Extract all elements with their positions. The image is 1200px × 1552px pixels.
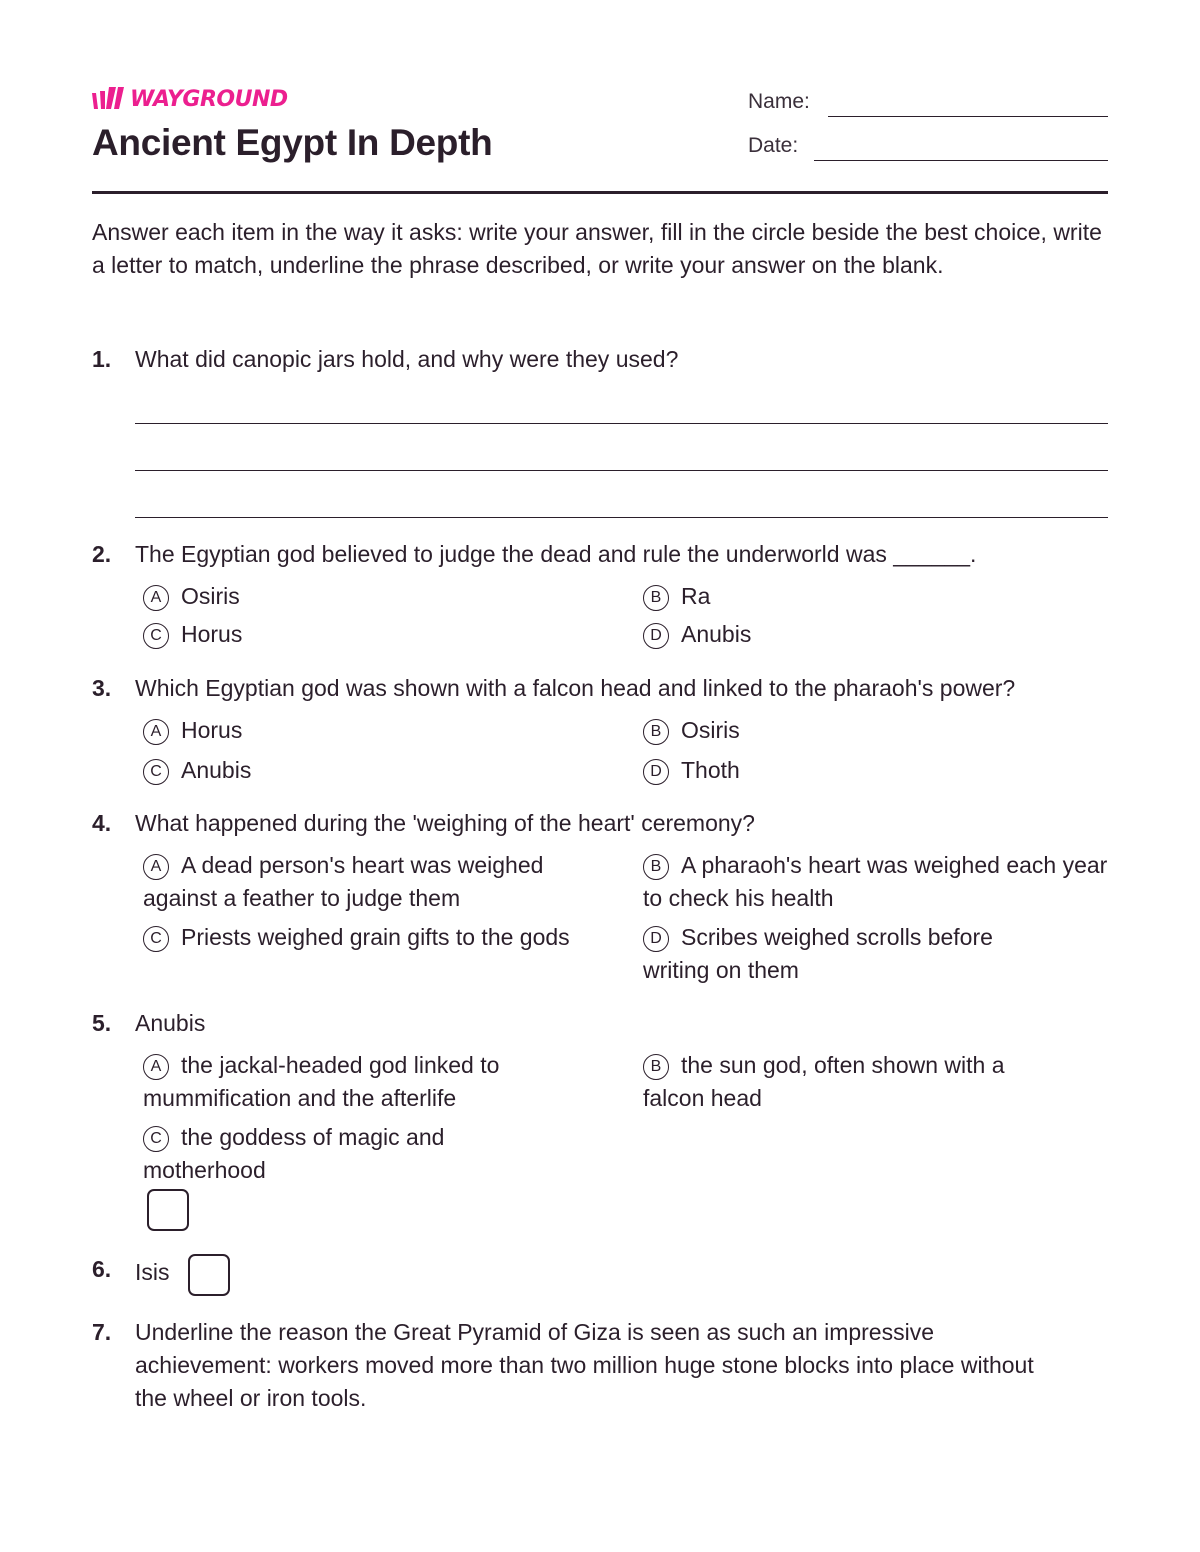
q3-option-c[interactable] bbox=[143, 754, 251, 787]
question-7-text[interactable]: Underline the reason the Great Pyramid of Giza is seen as such an impressive achievement: workers moved more than two million huge stone blocks into place without the wheel or iron tools. bbox=[135, 1319, 1034, 1411]
worksheet-title: Ancient Egypt In Depth bbox=[92, 122, 493, 163]
question-6-text: Isis bbox=[135, 1259, 170, 1285]
date-field[interactable] bbox=[814, 160, 1108, 161]
instructions: Answer each item in the way it asks: write your answer, fill in the circle beside the best choice, write a letter to match, underline the phrase described, or write your answer on the blank. bbox=[92, 219, 1102, 278]
q2-option-a[interactable] bbox=[143, 580, 240, 613]
q2-bubble-b[interactable]: B bbox=[643, 585, 669, 611]
q4-option-d[interactable] bbox=[643, 921, 1063, 987]
q5-option-c[interactable] bbox=[143, 1121, 513, 1187]
date-label: Date: bbox=[748, 134, 799, 157]
question-2-number: 2. bbox=[92, 541, 112, 567]
q4-bubble-a[interactable]: A bbox=[143, 854, 169, 880]
question-4-text: What happened during the 'weighing of the heart' ceremony? bbox=[135, 810, 755, 836]
answer-line-1[interactable] bbox=[135, 423, 1108, 424]
q3-option-b-text: Osiris bbox=[681, 717, 740, 743]
q4-option-d-text: Scribes weighed scrolls before writing on them bbox=[643, 924, 993, 983]
q2-option-b-text: Ra bbox=[681, 583, 711, 609]
q2-option-b[interactable] bbox=[643, 580, 710, 613]
q5-bubble-c[interactable]: C bbox=[143, 1126, 169, 1152]
answer-line-2[interactable] bbox=[135, 470, 1108, 471]
question-5-number: 5. bbox=[92, 1010, 112, 1036]
question-4-number: 4. bbox=[92, 810, 112, 836]
answer-line-3[interactable] bbox=[135, 517, 1108, 518]
q4-option-b-text: A pharaoh's heart was weighed each year to check his health bbox=[643, 852, 1108, 911]
q4-option-a[interactable] bbox=[143, 849, 598, 915]
q3-option-b[interactable] bbox=[643, 714, 740, 747]
q4-option-c-text: Priests weighed grain gifts to the gods bbox=[181, 924, 570, 950]
q3-option-d[interactable] bbox=[643, 754, 740, 787]
q2-option-c[interactable] bbox=[143, 618, 242, 651]
header-divider bbox=[92, 191, 1108, 194]
question-6-number: 6. bbox=[92, 1256, 112, 1282]
q5-answer-box[interactable] bbox=[147, 1189, 189, 1231]
q2-bubble-c[interactable]: C bbox=[143, 623, 169, 649]
q5-option-b-text: the sun god, often shown with a falcon head bbox=[643, 1052, 1005, 1111]
q2-bubble-d[interactable]: D bbox=[643, 623, 669, 649]
question-7-number: 7. bbox=[92, 1319, 112, 1345]
q2-option-d[interactable] bbox=[643, 618, 751, 651]
q5-option-b[interactable] bbox=[643, 1049, 1063, 1115]
question-1-number: 1. bbox=[92, 346, 112, 372]
q3-bubble-a[interactable]: A bbox=[143, 719, 169, 745]
q4-bubble-b[interactable]: B bbox=[643, 854, 669, 880]
question-3-text: Which Egyptian god was shown with a falcon head and linked to the pharaoh's power? bbox=[135, 675, 1016, 701]
q6-answer-box[interactable] bbox=[188, 1254, 230, 1296]
q2-option-d-text: Anubis bbox=[681, 621, 752, 647]
question-1-text: What did canopic jars hold, and why were they used? bbox=[135, 346, 679, 372]
q5-option-a[interactable] bbox=[143, 1049, 573, 1115]
q3-bubble-c[interactable]: C bbox=[143, 759, 169, 785]
q2-option-a-text: Osiris bbox=[181, 583, 240, 609]
q4-option-c[interactable] bbox=[143, 921, 573, 954]
name-label: Name: bbox=[748, 90, 810, 113]
q3-option-c-text: Anubis bbox=[181, 757, 252, 783]
q2-option-c-text: Horus bbox=[181, 621, 243, 647]
question-5-text: Anubis bbox=[135, 1010, 206, 1036]
q5-bubble-b[interactable]: B bbox=[643, 1054, 669, 1080]
q5-bubble-a[interactable]: A bbox=[143, 1054, 169, 1080]
q3-bubble-d[interactable]: D bbox=[643, 759, 669, 785]
q3-option-a[interactable] bbox=[143, 714, 242, 747]
brand-name: WAYGROUND bbox=[130, 86, 288, 112]
q3-option-d-text: Thoth bbox=[681, 757, 740, 783]
q4-bubble-d[interactable]: D bbox=[643, 926, 669, 952]
q3-bubble-b[interactable]: B bbox=[643, 719, 669, 745]
q3-option-a-text: Horus bbox=[181, 717, 243, 743]
q5-option-a-text: the jackal-headed god linked to mummification and the afterlife bbox=[143, 1052, 500, 1111]
q4-option-b[interactable] bbox=[643, 849, 1108, 915]
wayground-logo-icon bbox=[92, 87, 124, 111]
question-2-text: The Egyptian god believed to judge the dead and rule the underworld was ______. bbox=[135, 541, 977, 567]
brand-logo bbox=[92, 86, 288, 112]
q5-option-c-text: the goddess of magic and motherhood bbox=[143, 1124, 445, 1183]
q4-option-a-text: A dead person's heart was weighed against a feather to judge them bbox=[143, 852, 544, 911]
q4-bubble-c[interactable]: C bbox=[143, 926, 169, 952]
question-3-number: 3. bbox=[92, 675, 112, 701]
q2-bubble-a[interactable]: A bbox=[143, 585, 169, 611]
name-field[interactable] bbox=[828, 116, 1108, 117]
